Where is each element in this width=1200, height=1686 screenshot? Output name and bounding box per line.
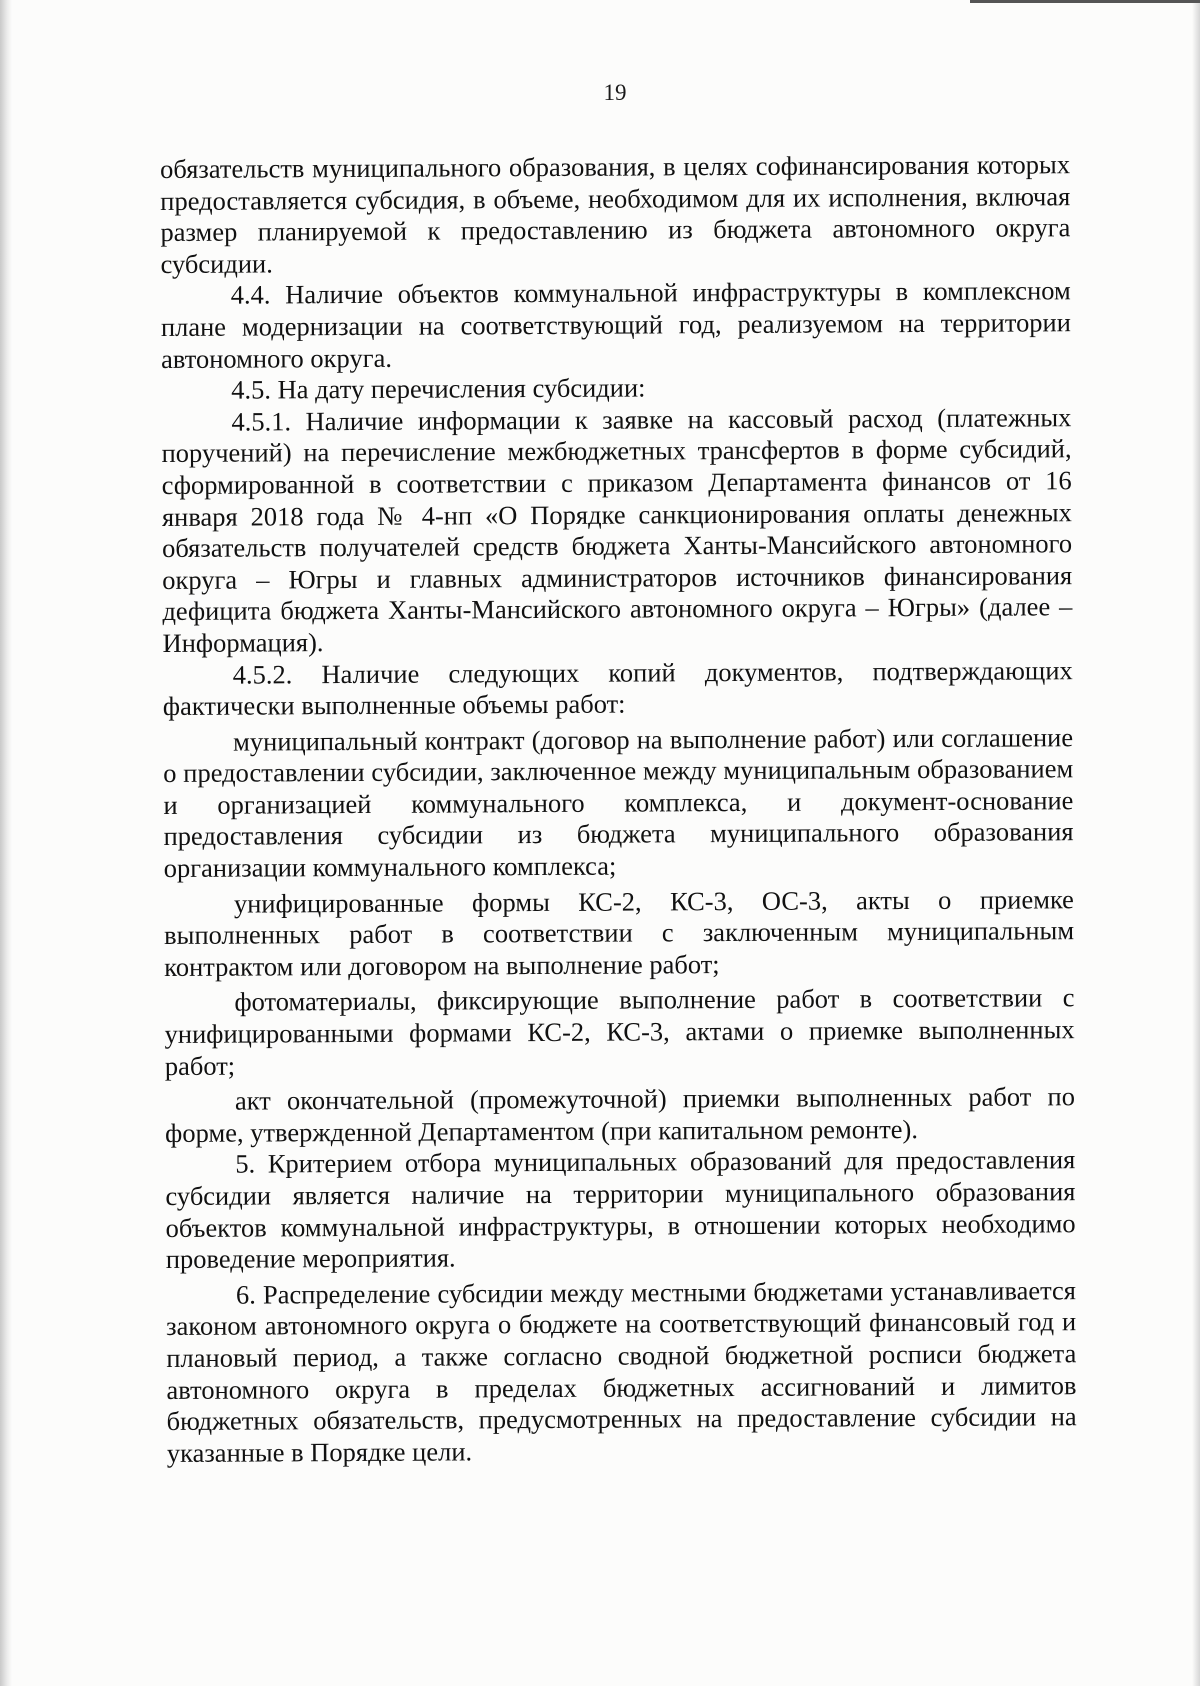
paragraph-6: 6. Распределение субсидии между местными бюджетами устанавливается законом автономного округа о бюджете на соответствующий финансовый год и плановый период, а также согласно сводной бюджетной росписи бюджета автономного округа в пределах бюджетных ассигнований и лимитов бюджетных обязательств, предусмотренных на предоставление субсидии на указанные в Порядке цели. — [166, 1275, 1077, 1468]
list-item-forms: унифицированные формы КС-2, КС-3, ОС-3, акты о приемке выполненных работ в соответствии с заключенным муниципальным контрактом или договором на выполнение работ; — [164, 883, 1075, 982]
list-item-act: акт окончательной (промежуточной) приемки выполненных работ по форме, утвержденной Департаментом (при капитальном ремонте). — [165, 1081, 1076, 1148]
list-item-photos: фотоматериалы, фиксирующие выполнение работ в соответствии с унифицированными формами КС-2, КС-3, актами о приемке выполненных работ; — [164, 982, 1075, 1081]
paragraph-4-4: 4.4. Наличие объектов коммунальной инфраструктуры в комплексном плане модернизации на соответствующий год, реализуемом на территории автономного округа. — [160, 275, 1071, 374]
paragraph-continuation: обязательств муниципального образования, в целях софинансирования которых предоставляется субсидия, в объеме, необходимом для их исполнения, включая размер планируемой к предоставлению из бюджета автономного округа субсидии. — [160, 149, 1071, 279]
scan-corner-mark — [970, 0, 1200, 3]
scan-right-edge — [1192, 0, 1200, 1686]
scan-left-edge — [0, 0, 12, 1686]
paragraph-4-5-1: 4.5.1. Наличие информации к заявке на кассовый расход (платежных поручений) на перечисление межбюджетных трансфертов в форме субсидий, сформированной в соответствии с приказом Департамента финансов от 16 января 2018 года № 4-нп «О Порядке санкционирования оплаты денежных обязательств получателей средств бюджета Ханты-Мансийского автономного округа – Югры и главных администраторов источников финансирования дефицита бюджета Ханты-Мансийского автономного округа – Югры» (далее – Информация). — [161, 401, 1073, 658]
paragraph-4-5: 4.5. На дату перечисления субсидии: — [231, 372, 646, 405]
document-body — [160, 149, 1077, 1469]
page-number: 19 — [603, 80, 627, 105]
paragraph-4-5-2: 4.5.2. Наличие следующих копий документов, подтверждающих фактически выполненные объемы работ: — [162, 654, 1073, 722]
paragraph-5: 5. Критерием отбора муниципальных образований для предоставления субсидии является наличие на территории муниципального образования объектов коммунальной инфраструктуры, в отношении которых необходимо проведение мероприятия. — [165, 1144, 1076, 1275]
list-item-contract: муниципальный контракт (договор на выполнение работ) или соглашение о предоставлении субсидии, заключенное между муниципальным образованием и организацией коммунального комплекса, и документ-основание предоставления субсидии из бюджета муниципального образования организации коммунального комплекса; — [163, 721, 1074, 884]
